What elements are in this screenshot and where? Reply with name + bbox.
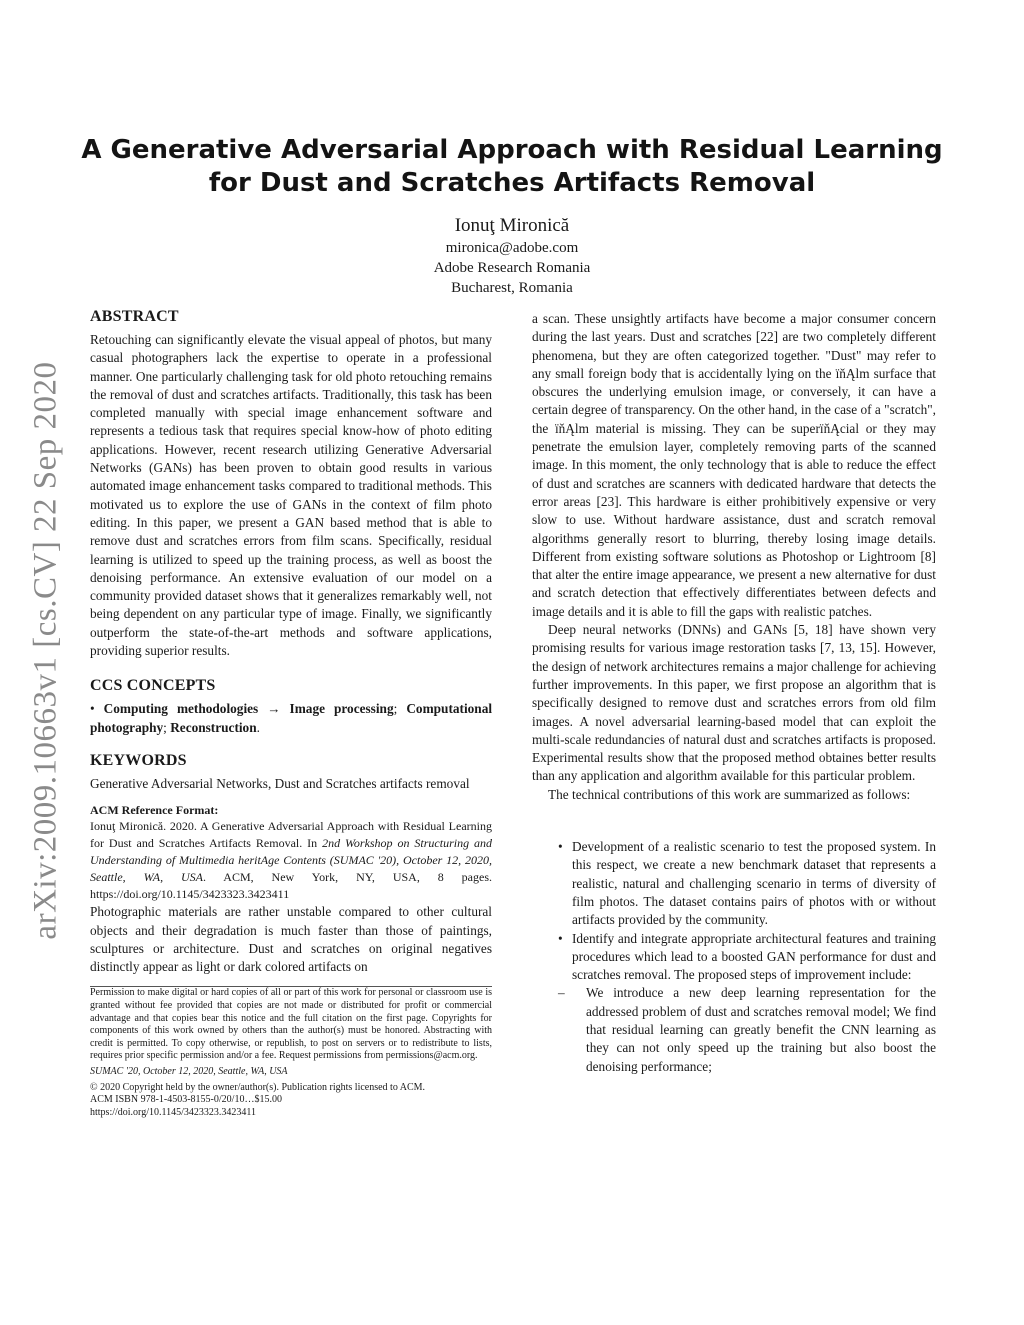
ccs-bullet: • bbox=[90, 701, 95, 717]
intro-paragraph-3: The technical contributions of this work are summarized as follows: bbox=[548, 786, 911, 802]
intro-paragraph-2: Deep neural networks (DNNs) and GANs [5, 18] have shown very promising results for various image restoration tasks [7, 13, 15]. However, the design of network architectures remains a major challenge for achieving further improvements. In this paper, we first propose an algorithm that is specifically designed to remove dust and scratches errors from old film images. A novel adversarial learning-based model that can exploit the multi-scale redundancies of natural dust and scratches artifacts is proposed. Experimental results show that the proposed method obtaines better results than any application and algorithm available for this particular problem. bbox=[532, 622, 936, 784]
ccs-separator: ; bbox=[393, 701, 398, 717]
ccs-concepts bbox=[90, 700, 492, 737]
author-email: mironica@adobe.com bbox=[445, 240, 579, 256]
isbn: ACM ISBN 978-1-4503-8155-0/20/10…$15.00 bbox=[90, 1094, 282, 1106]
arxiv-stamp-text: arXiv:2009.10663v1 [cs.CV] 22 Sep 2020 bbox=[27, 360, 64, 940]
abstract-heading: ABSTRACT bbox=[90, 308, 179, 325]
acm-reference-text bbox=[90, 818, 492, 903]
acm-reference-heading: ACM Reference Format: bbox=[90, 803, 219, 818]
acm-reference-part1: Ionuţ Mironică. 2020. A Generative Adversarial Approach with Residual Learning for Dust and Scratches Artifacts Removal. In bbox=[90, 819, 492, 851]
sub-contributions-list bbox=[586, 984, 936, 1075]
acm-reference-part2: . ACM, New York, NY, USA, 8 pages. https://doi.org/10.1145/3423323.3423411 bbox=[90, 870, 493, 902]
permission-notice: Permission to make digital or hard copies of all or part of this work for personal or classroom use is granted without fee provided that copies are not made or distributed for profit or commercial advantage and that copies bear this notice and the full citation on the first page. Copyrights for components of this work owned by others than the author(s) must be honored. Abstracting with credit is permitted. To copy otherwise, or republish, to post on servers or to redistribute to lists, requires prior specific permission and/or a fee. Request permissions from permissions@acm.org. bbox=[90, 987, 492, 1062]
author-location: Bucharest, Romania bbox=[451, 280, 573, 296]
ccs-term-image-processing: Image processing bbox=[289, 701, 394, 717]
ccs-arrow: → bbox=[267, 701, 281, 717]
paper-title: A Generative Adversarial Approach with Residual Learning for Dust and Scratches Artifacts Removal bbox=[81, 135, 943, 198]
list-item-text: Identify and integrate appropriate architectural features and training procedures which lead to a boosted GAN performance for dust and scratches removal. The proposed steps of improvement include: bbox=[572, 930, 936, 983]
contributions-list bbox=[532, 838, 936, 1076]
doi-link[interactable]: https://doi.org/10.1145/3423323.3423411 bbox=[90, 1106, 257, 1118]
copyright-notice: © 2020 Copyright held by the owner/author(s). Publication rights licensed to ACM. bbox=[90, 1081, 426, 1093]
arxiv-stamp bbox=[26, 350, 66, 950]
sub-list-item-text: We introduce a new deep learning representation for the addressed problem of dust and scratches removal model; We find that residual learning can greatly benefit the CNN learning as they can not only speed up the training but also boost the denoising performance; bbox=[586, 985, 936, 1074]
author-affiliation: Adobe Research Romania bbox=[433, 260, 591, 276]
conference-info bbox=[90, 1066, 492, 1079]
ccs-separator: ; bbox=[163, 719, 167, 735]
right-column bbox=[532, 310, 936, 1076]
keywords-text: Generative Adversarial Networks, Dust and Scratches artifacts removal bbox=[90, 775, 470, 791]
sub-list-item bbox=[572, 984, 936, 1075]
ccs-term-computational-photography: Computational photography bbox=[90, 701, 493, 735]
ccs-term-computing: Computing methodologies bbox=[103, 701, 259, 717]
ccs-term-reconstruction: Reconstruction bbox=[170, 719, 257, 735]
conference-name: SUMAC '20, October 12, 2020, Seattle, WA, USA bbox=[90, 1065, 288, 1077]
abstract-text: Retouching can significantly elevate the visual appeal of photos, but many casual photographers lack the expertise to operate in a professional manner. One particularly challenging task for old photo retouching remains the removal of dust and scratches artifacts. Traditionally, this task has been completed manually with special image enhancement software and represents a tedious task that requires special know-how of photo editing applications. However, recent research utilizing Generative Adversarial Networks (GANs) has been proven to obtain good results in various automated image enhancement tasks compared to traditional methods. This motivated us to explore the use of GANs in the context of film photo editing. In this paper, we present a GAN based method that is able to remove dust and scratches errors from film scans. Specifically, residual learning is utilized to speed up the training process, as well as boost the denoising performance. An extensive evaluation of our model on a community provided dataset shows that it generalizes remarkably well, not being dependent on any particular type of image. Finally, we significantly outperform the state-of-the-art methods and software applications, providing superior results. bbox=[90, 332, 492, 659]
author-block bbox=[262, 214, 762, 298]
intro-left-paragraph: Photographic materials are rather unstable compared to other cultural objects and their degradation is much faster than those of paintings, sculptures or architecture. Dust and scratches on original negatives distinctly appear as light or dark colored artifacts on bbox=[90, 904, 492, 975]
intro-paragraph-1: a scan. These unsightly artifacts have become a major consumer concern during the last years. Dust and scratches [22] are two completely different phenomena, but they are often categorized together. "Dust" may refer to any small foreign body that is accidentally lying on the ïňĄlm surface that obscures the underlying emulsion image, or conversely, it can have a certain degree of transparency. On the other hand, in the case of a "scratch", the ïňĄlm material is missing. They can be superïňĄcial or they may penetrate the emulsion layer, completely removing parts of the scanned image. In this moment, the only technology that is able to reduce the effect of dust and scratches are scanners with dedicated hardware that detects the error areas [23]. This hardware is either prohibitively expensive or very slow to use. Without hardware assistance, dust and scratch removal algorithms generally resort to blurring, thereby losing image details. Different from existing software solutions as Photoshop or Lightroom [8] that alter the entire image appearance, we present a new alternative for dust and scratch detection that effectively differentiates between defects and image details and it is able to fill the gaps with realistic patches. bbox=[532, 311, 936, 619]
list-item-text: Development of a realistic scenario to test the proposed system. In this respect, we create a new benchmark dataset that represents a realistic, natural and challenging scenario in terms of diversity of film photos. The dataset contains pairs of photos with or without artifacts provided by the community. bbox=[572, 839, 936, 928]
keywords-heading: KEYWORDS bbox=[90, 751, 187, 769]
column-gap bbox=[532, 804, 936, 838]
sub-list-wrapper bbox=[572, 984, 936, 1075]
left-column bbox=[90, 307, 492, 1119]
ccs-heading: CCS CONCEPTS bbox=[90, 677, 216, 695]
author-name: Ionuţ Mironică bbox=[454, 215, 570, 236]
list-item bbox=[532, 930, 936, 1076]
list-item bbox=[532, 838, 936, 929]
ccs-end: . bbox=[256, 719, 260, 735]
acm-reference-venue: 2nd Workshop on Structuring and Understanding of Multimedia heritAge Contents (SUMAC '20), October 12, 2020, Seattle, WA, USA bbox=[90, 836, 492, 885]
